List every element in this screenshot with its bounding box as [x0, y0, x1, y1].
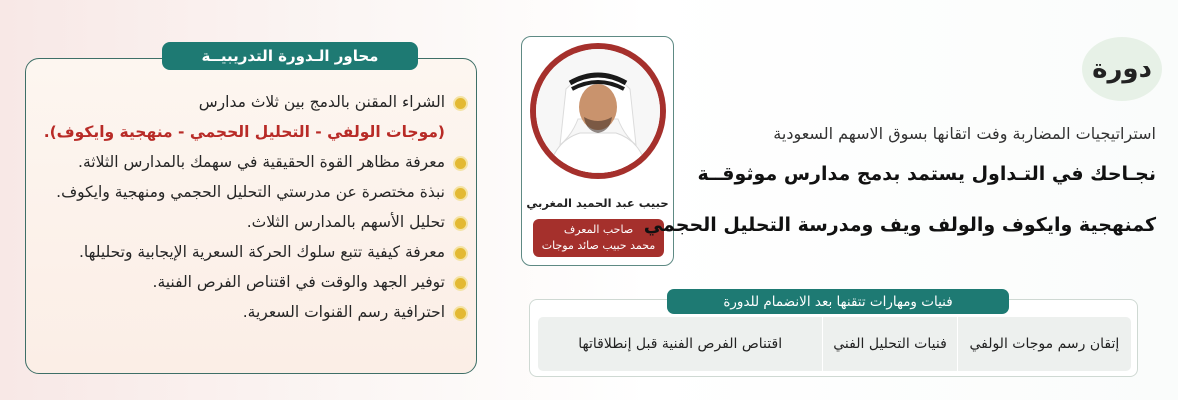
- course-badge: دورة: [1082, 37, 1162, 101]
- skill-item: اقتناص الفرص الفنية قبل إنطلاقاتها: [578, 336, 783, 352]
- trainer-name: حبيب عبد الحميد المغربي: [526, 196, 669, 210]
- list-item: [36, 183, 466, 202]
- skills-row: [538, 317, 1131, 371]
- course-subtitle: استراتيجيات المضاربة وفت اتقانها بسوق الاسهم السعودية: [773, 124, 1156, 143]
- skill-item: إتقان رسم موجات الولفي: [957, 317, 1131, 371]
- axis-item-text: توفير الجهد والوقت في اقتناص الفرص الفنية.: [152, 273, 445, 291]
- course-headline-line1: نجـاحك في التـداول يستمد بدمج مدارس موثوقــة: [697, 163, 1156, 185]
- axis-item-text: معرفة كيفية تتبع سلوك الحركة السعرية الإيجابية وتحليلها.: [78, 243, 445, 261]
- axis-item-text: احترافية رسم القنوات السعرية.: [242, 303, 445, 321]
- list-item: [36, 273, 466, 292]
- axis-item-text: معرفة مظاهر القوة الحقيقية في سهمك بالمدارس الثلاثة.: [78, 153, 445, 171]
- list-item: [36, 243, 466, 262]
- axis-item-text: نبذة مختصرة عن مدرستي التحليل الحجمي ومنهجية وايكوف.: [56, 183, 445, 201]
- axis-item-text: الشراء المقنن بالدمج بين ثلاث مدارس: [198, 93, 445, 111]
- list-item: [36, 123, 466, 142]
- bullet-icon: [455, 158, 466, 169]
- course-axes-panel: [25, 58, 477, 374]
- list-item: [36, 303, 466, 322]
- course-axes-list: [36, 93, 466, 333]
- bullet-icon: [455, 308, 466, 319]
- list-item: [36, 153, 466, 172]
- bullet-icon: [455, 218, 466, 229]
- trainer-handle-value: محمد حبيب صائد موجات: [541, 239, 656, 252]
- list-item: [36, 213, 466, 232]
- axis-item-highlight: (موجات الولفي - التحليل الحجمي - منهجية وايكوف).: [43, 123, 445, 141]
- bullet-icon: [455, 98, 466, 109]
- trainer-portrait-icon: [536, 49, 660, 173]
- course-axes-title: محاور الـدورة التدريبيــة: [162, 42, 418, 70]
- bullet-icon: [455, 278, 466, 289]
- trainer-photo: [536, 49, 660, 173]
- course-headline-line2: كمنهجية وايكوف والولف ويف ومدرسة التحليل الحجمي: [643, 214, 1156, 236]
- bullet-icon: [455, 188, 466, 199]
- axis-item-text: تحليل الأسهم بالمدارس الثلاث.: [246, 213, 445, 231]
- list-item: [36, 93, 466, 112]
- skill-item: فنيات التحليل الفني: [822, 317, 956, 371]
- skills-title: فنيات ومهارات تتقنها بعد الانضمام للدورة: [667, 289, 1009, 314]
- bullet-icon: [455, 248, 466, 259]
- trainer-photo-frame: [530, 43, 666, 179]
- trainer-handle-label: صاحب المعرف: [563, 223, 634, 236]
